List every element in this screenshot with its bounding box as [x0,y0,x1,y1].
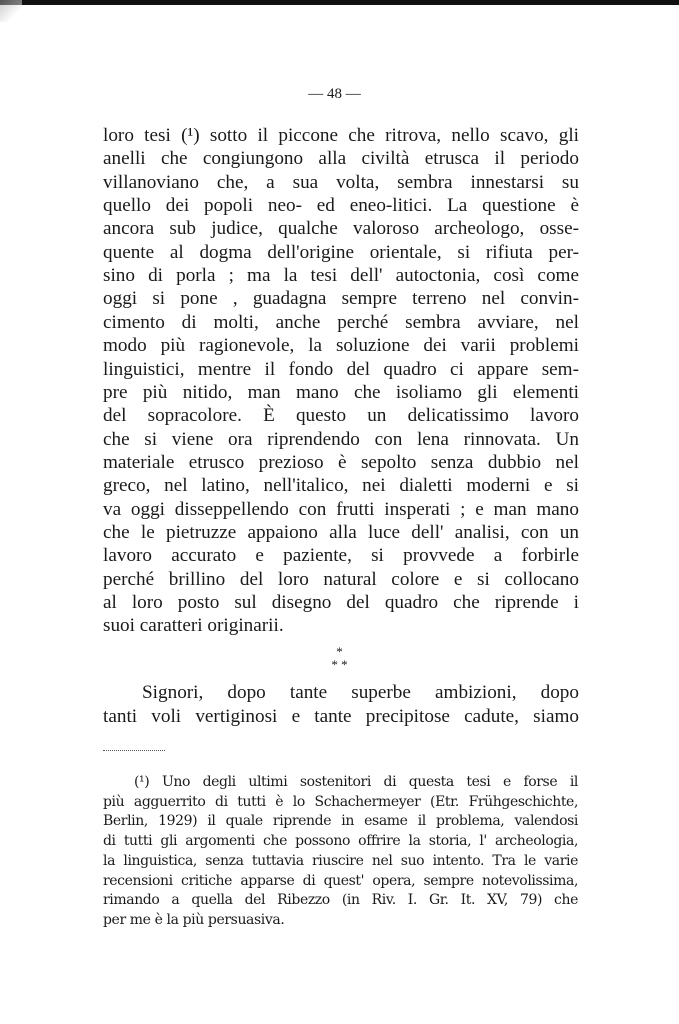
footnote-line: (¹) Uno degli ultimi sostenitori di questa tesi e forse il [134,774,578,790]
text-line: va oggi disseppellendo con frutti insperati ; e man mano [103,498,579,520]
footnote-line: per me è la più persuasiva. [103,911,285,928]
footnote-line: recensioni critiche apparse di quest' opera, sempre notevolissima, [103,872,578,889]
section-break-star-top: * [336,644,343,659]
footnote-line: rimando a quella del Ribezzo (in Riv. I. Gr. It. XV, 79) che [103,892,578,909]
text-line: oggi si pone , guadagna sempre terreno nel convin- [103,288,579,310]
text-line: quello dei popoli neo- ed eneo-litici. La questione è [103,195,579,217]
page-number-text: — 48 — [308,86,361,102]
text-line: sino di porla ; ma la tesi dell' autoctonia, così come [103,265,579,287]
text-line: che si viene ora riprendendo con lena rinnovata. Un [103,428,579,450]
text-line: Signori, dopo tante superbe ambizioni, dopo [142,682,579,703]
text-line: perché brillino del loro natural colore e si collocano [103,568,579,590]
section-break [0,645,679,671]
text-line: che le pietruzze appaiono alla luce dell' analisi, con un [103,521,579,543]
text-line: suoi caratteri originarii. [103,615,284,637]
text-line: loro tesi (¹) sotto il piccone che ritrova, nello scavo, gli [103,125,579,146]
section-break-stars-bottom: * * [331,657,348,672]
text-line: del sopracolore. È questo un delicatissimo lavoro [103,405,579,427]
text-line: cimento di molti, anche perché sembra avviare, nel [103,311,579,333]
footnote-separator [103,750,165,751]
footnote-line: Berlin, 1929) il quale riprende in esame il problema, valendosi [103,813,578,830]
scan-top-border [0,0,679,5]
text-line: greco, nel latino, nell'italico, nei dialetti moderni e si [103,475,579,497]
text-line: anelli che congiungono alla civiltà etrusca il periodo [103,148,579,170]
text-line: tanti voli vertiginosi e tante precipitose cadute, siamo [103,706,579,727]
text-line: materiale etrusco prezioso è sepolto senza dubbio nel [103,451,579,473]
text-line: lavoro accurato e paziente, si provvede a forbirle [103,545,579,567]
text-line: modo più ragionevole, la soluzione dei varii problemi [103,335,579,357]
page-number [0,86,679,103]
text-line: ancora sub judice, qualche valoroso archeologo, osse- [103,218,579,240]
footnote-line: la linguistica, senza tuttavia riuscire nel suo intento. Tra le varie [103,852,578,869]
text-line: al loro posto sul disegno del quadro che riprende i [103,592,579,613]
scan-corner-shadow [0,0,22,22]
text-line: quente al dogma dell'origine orientale, si rifiuta per- [103,241,579,263]
text-line: pre più nitido, man mano che isoliamo gli elementi [103,381,579,403]
footnote-line: più agguerrito di tutti è lo Schachermeyer (Etr. Frühgeschichte, [103,793,578,810]
text-line: villanoviano che, a sua volta, sembra innestarsi su [103,171,579,193]
text-line: linguistici, mentre il fondo del quadro ci appare sem- [103,358,579,380]
footnote-line: di tutti gli argomenti che possono offrire la storia, l' archeologia, [103,833,578,850]
